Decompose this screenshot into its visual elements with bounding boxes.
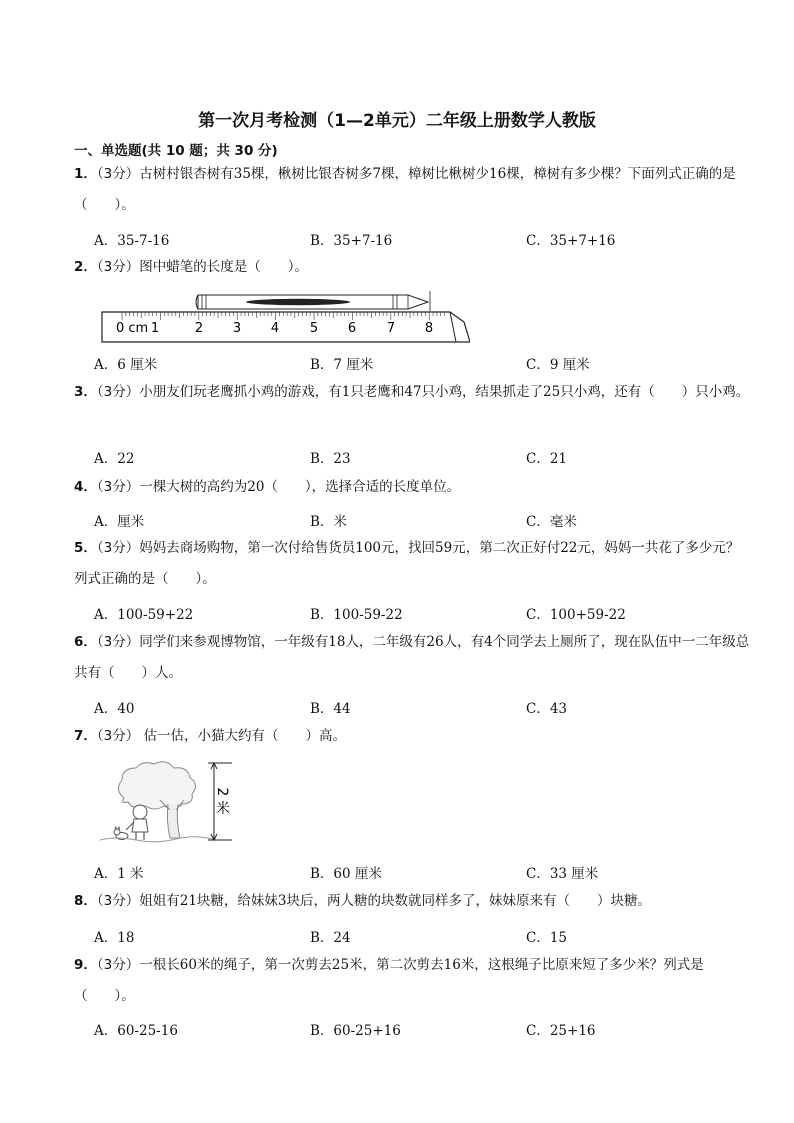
option-b[interactable]: B．24 bbox=[310, 930, 351, 946]
option-c[interactable]: C．毫米 bbox=[526, 514, 577, 530]
question-text: 姐姐有21块糖，给妹妹3块后，两人糖的块数就同样多了，妹妹原来有（ ）块糖。 bbox=[139, 893, 652, 909]
question-score: （3分） bbox=[96, 479, 140, 495]
option-b[interactable]: B．35+7-16 bbox=[310, 233, 393, 249]
question-2-options bbox=[94, 353, 754, 375]
question-number: 8． bbox=[74, 893, 97, 909]
option-b[interactable]: B．7 厘米 bbox=[310, 357, 374, 373]
question-9 bbox=[74, 950, 754, 1012]
ruler-tick-label: 8 bbox=[424, 321, 434, 336]
question-number: 5． bbox=[74, 540, 97, 556]
option-a[interactable]: A．厘米 bbox=[94, 514, 145, 530]
option-a[interactable]: A．40 bbox=[94, 701, 135, 717]
question-7-options bbox=[94, 862, 754, 884]
question-1-options bbox=[94, 229, 754, 251]
question-score: （3分） bbox=[96, 728, 140, 744]
question-4 bbox=[74, 472, 754, 503]
question-number: 1． bbox=[74, 166, 97, 182]
ruler-tick-label: 2 bbox=[194, 321, 204, 336]
question-number: 7． bbox=[74, 728, 97, 744]
section-heading: 一、单选题(共 10 题；共 30 分) bbox=[74, 143, 278, 159]
page-title: 第一次月考检测（1—2单元）二年级上册数学人教版 bbox=[198, 111, 596, 131]
crayon-icon bbox=[196, 291, 430, 311]
question-text: 估一估，小猫大约有（ ）高。 bbox=[139, 728, 347, 744]
ruler-tick-label: 6 bbox=[347, 321, 357, 336]
option-b[interactable]: B．44 bbox=[310, 701, 351, 717]
option-b[interactable]: B．23 bbox=[310, 451, 351, 467]
option-a[interactable]: A．18 bbox=[94, 930, 135, 946]
question-number: 3． bbox=[74, 384, 97, 400]
option-c[interactable]: C．33 厘米 bbox=[526, 866, 599, 882]
option-c[interactable]: C．35+7+16 bbox=[526, 233, 616, 249]
option-c[interactable]: C．43 bbox=[526, 701, 568, 717]
ruler-unit-label: 0 cm bbox=[116, 321, 149, 336]
height-label: 2 米 bbox=[214, 787, 230, 815]
question-4-options bbox=[94, 510, 754, 532]
question-score: （3分） bbox=[96, 259, 140, 275]
question-text: 古树村银杏树有35棵，楸树比银杏树多7棵，樟树比楸树少16棵，樟树有多少棵？下面列式正确的是（ ）。 bbox=[74, 166, 736, 213]
question-number: 6． bbox=[74, 634, 97, 650]
question-text: 图中蜡笔的长度是（ ）。 bbox=[139, 259, 308, 275]
question-3 bbox=[74, 377, 754, 408]
question-number: 2． bbox=[74, 259, 97, 275]
option-b[interactable]: B．60-25+16 bbox=[310, 1023, 401, 1039]
question-text: 一棵大树的高约为20（ ），选择合适的长度单位。 bbox=[139, 479, 461, 495]
ruler-tick-label: 1 bbox=[150, 321, 160, 336]
question-5 bbox=[74, 533, 754, 595]
option-c[interactable]: C．9 厘米 bbox=[526, 357, 590, 373]
ruler-tick-label: 5 bbox=[309, 321, 319, 336]
option-a[interactable]: A．60-25-16 bbox=[94, 1023, 178, 1039]
option-b[interactable]: B．100-59-22 bbox=[310, 607, 403, 623]
question-6-options bbox=[94, 697, 754, 719]
question-text: 妈妈去商场购物，第一次付给售货员100元，找回59元，第二次正好付22元，妈妈一共花了多少元？ 列式正确的是（ ）。 bbox=[74, 540, 740, 587]
question-text: 一根长60米的绳子，第一次剪去25米，第二次剪去16米，这根绳子比原来短了多少米？列式是（ ）。 bbox=[74, 957, 704, 1004]
ruler-tick-label: 4 bbox=[270, 321, 280, 336]
option-b[interactable]: B．60 厘米 bbox=[310, 866, 382, 882]
option-a[interactable]: A．22 bbox=[94, 451, 135, 467]
option-a[interactable]: A．6 厘米 bbox=[94, 357, 158, 373]
ruler-tick-label: 7 bbox=[386, 321, 396, 336]
option-a[interactable]: A．35-7-16 bbox=[94, 233, 170, 249]
question-score: （3分） bbox=[96, 540, 140, 556]
option-c[interactable]: C．21 bbox=[526, 451, 568, 467]
question-1 bbox=[74, 159, 754, 221]
question-text: 同学们来参观博物馆，一年级有18人，二年级有26人，有4个同学去上厕所了，现在队伍中一二年级总共有（ ）人。 bbox=[74, 634, 750, 681]
ruler-tick-label: 3 bbox=[232, 321, 242, 336]
question-number: 9． bbox=[74, 957, 97, 973]
question-5-options bbox=[94, 603, 754, 625]
question-score: （3分） bbox=[96, 957, 140, 973]
question-8-options bbox=[94, 926, 754, 948]
option-c[interactable]: C．15 bbox=[526, 930, 568, 946]
question-2 bbox=[74, 252, 754, 283]
question-9-options bbox=[94, 1019, 754, 1041]
option-a[interactable]: A．100-59+22 bbox=[94, 607, 194, 623]
question-7 bbox=[74, 721, 754, 752]
question-score: （3分） bbox=[96, 893, 140, 909]
crayon-ruler-figure bbox=[98, 287, 470, 343]
option-b[interactable]: B．米 bbox=[310, 514, 347, 530]
tree-child-cat-figure bbox=[96, 760, 246, 846]
question-text: 小朋友们玩老鹰抓小鸡的游戏，有1只老鹰和47只小鸡，结果抓走了25只小鸡，还有（ ）只小鸡。 bbox=[139, 384, 750, 400]
option-c[interactable]: C．100+59-22 bbox=[526, 607, 626, 623]
question-score: （3分） bbox=[96, 634, 140, 650]
child-icon bbox=[126, 805, 148, 840]
question-number: 4． bbox=[74, 479, 97, 495]
question-8 bbox=[74, 886, 754, 917]
option-a[interactable]: A．1 米 bbox=[94, 866, 144, 882]
question-3-options bbox=[94, 447, 754, 469]
question-score: （3分） bbox=[96, 384, 140, 400]
question-6 bbox=[74, 627, 754, 689]
question-score: （3分） bbox=[96, 166, 140, 182]
option-c[interactable]: C．25+16 bbox=[526, 1023, 596, 1039]
